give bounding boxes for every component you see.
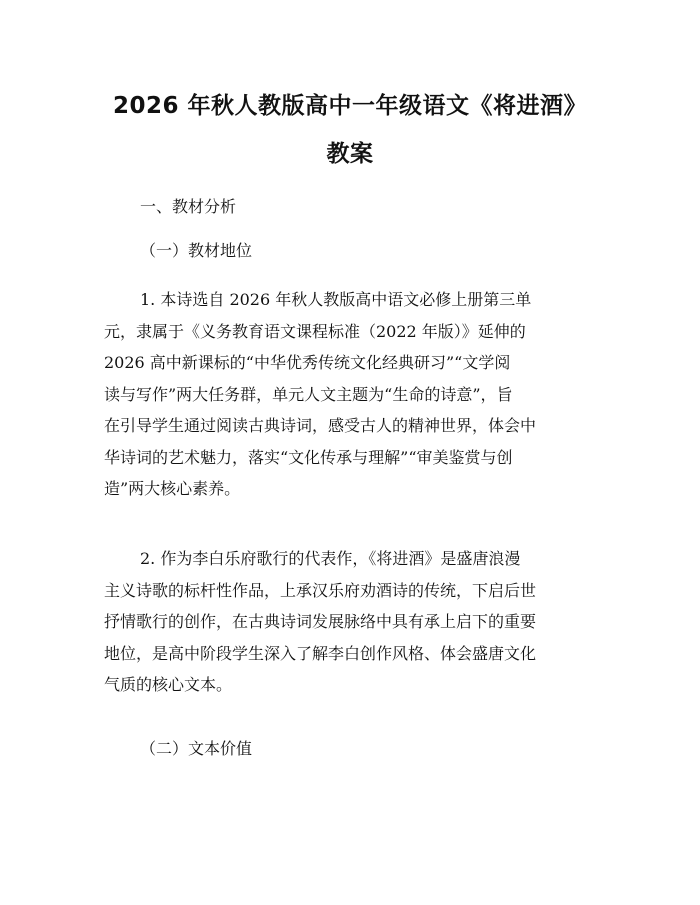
paragraph-line: 地位，是高中阶段学生深入了解李白创作风格、体会盛唐文化	[104, 643, 537, 663]
document-title-line2: 教案	[326, 141, 374, 167]
section-heading-teaching-material-analysis: 一、教材分析	[140, 197, 237, 216]
paragraph-line: 气质的核心文本。	[104, 675, 233, 694]
subsection-heading-material-position: （一）教材地位	[140, 241, 253, 260]
paragraph-line: 1. 本诗选自 2026 年秋人教版高中语文必修上册第三单	[140, 290, 532, 309]
paragraph-2	[104, 543, 600, 701]
subsection-heading-text-value: （二）文本价值	[140, 739, 253, 758]
paragraph-line: 抒情歌行的创作，在古典诗词发展脉络中具有承上启下的重要	[104, 612, 537, 631]
paragraph-1	[104, 284, 600, 505]
document-title-line1: 2026 年秋人教版高中一年级语文《将进酒》	[112, 93, 588, 119]
paragraph-line: 造”两大核心素养。	[104, 479, 241, 498]
paragraph-line: 2. 作为李白乐府歌行的代表作，《将进酒》是盛唐浪漫	[140, 549, 521, 568]
paragraph-line: 元，隶属于《义务教育语文课程标准（2022 年版）》延伸的	[104, 321, 526, 341]
paragraph-line: 主义诗歌的标杆性作品，上承汉乐府劝酒诗的传统，下启后世	[104, 580, 537, 600]
paragraph-line: 在引导学生通过阅读古典诗词，感受古人的精神世界，体会中	[104, 416, 537, 435]
paragraph-line: 读与写作”两大任务群，单元人文主题为“生命的诗意”，旨	[104, 384, 513, 404]
paragraph-line: 华诗词的艺术魅力，落实“文化传承与理解”“审美鉴赏与创	[104, 447, 513, 467]
paragraph-line: 2026 高中新课标的“中华优秀传统文化经典研习”“文学阅	[104, 353, 511, 372]
